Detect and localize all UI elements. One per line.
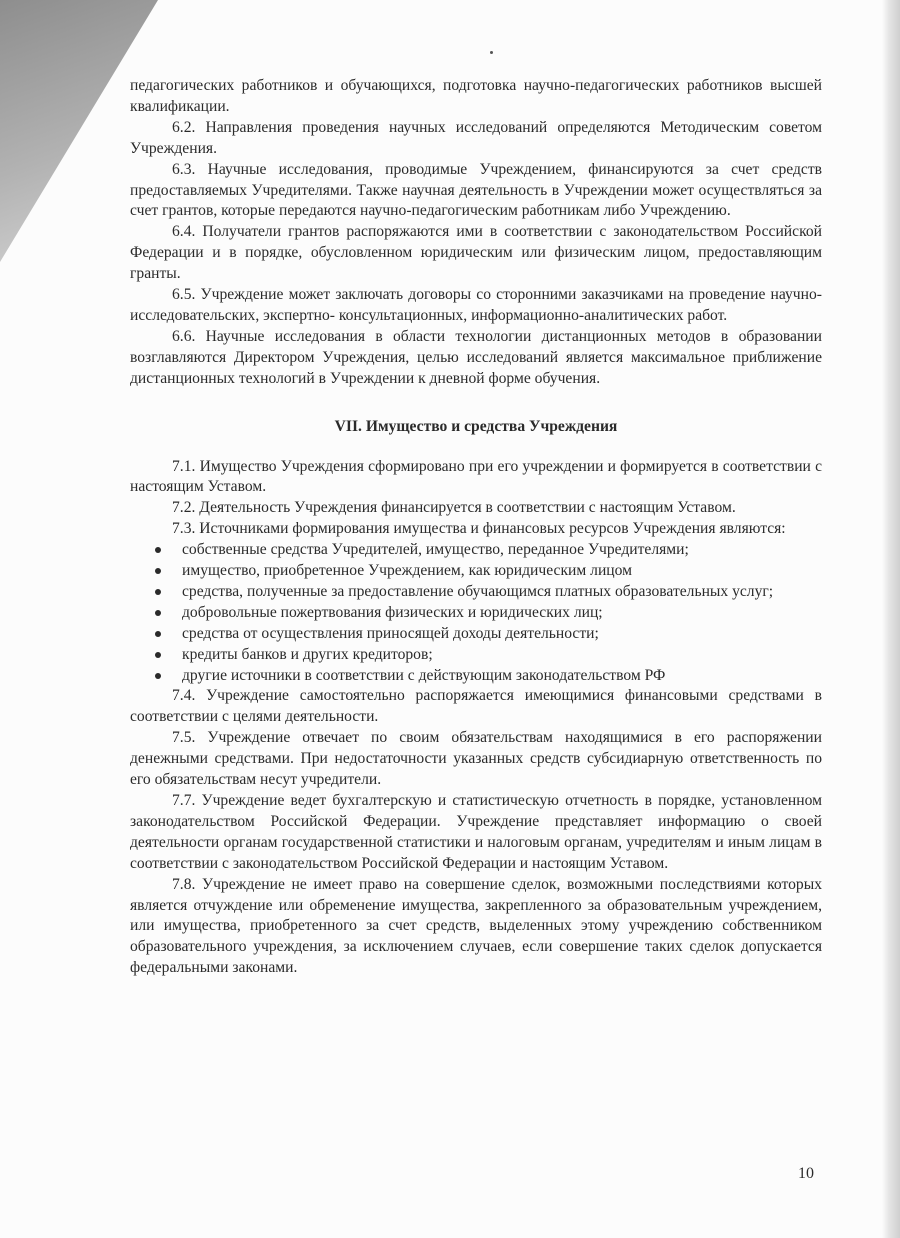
list-item [130, 582, 822, 603]
paragraph-continuation: педагогических работников и обучающихся, подготовка научно-педагогических работников высшей квалификации. [130, 77, 822, 115]
paragraph-7-8: 7.8. Учреждение не имеет право на совершение сделок, возможными последствиями которых является отчуждение или обременение имущества, закрепленного за образовательным учреждением, или имущества, приобретенного за счет средств, выделенных этому учреждению собственником образовательного учреждения, за исключением случаев, если совершение таких сделок допускается федеральными законами. [130, 875, 822, 977]
paragraph-7-5: 7.5. Учреждение отвечает по своим обязательствам находящимися в его распоряжении денежными средствами. При недостаточности указанных средств субсидиарную ответственность по его обязательствам несут учредители. [130, 729, 822, 789]
list-item [130, 540, 822, 561]
bullet-icon [155, 547, 161, 553]
list-item [130, 603, 822, 624]
list-item-text: имущество, приобретенное Учреждением, как юридическим лицом [182, 562, 632, 580]
list-item-text: собственные средства Учредителей, имущество, переданное Учредителями; [182, 541, 689, 559]
paragraph-7-7: 7.7. Учреждение ведет бухгалтерскую и статистическую отчетность в порядке, установленном законодательством Российской Федерации. Учреждение представляет информацию о своей деятельности органам государственной статистики и налоговым органам, учредителям и иным лицам в соответствии с законодательством Российской Федерации и настоящим Уставом. [130, 792, 822, 872]
paragraph-6-3: 6.3. Научные исследования, проводимые Учреждением, финансируются за счет средств предоставляемых Учредителями. Также научная деятельность в Учреждении может осуществляться за счет грантов, которые передаются научно-педагогическим работникам либо Учреждению. [130, 160, 822, 220]
list-item-text: другие источники в соответствии с действующим законодательством РФ [182, 666, 666, 684]
list-item-text: средства от осуществления приносящей доходы деятельности; [182, 624, 599, 642]
paragraph-7-4: 7.4. Учреждение самостоятельно распоряжается имеющимися финансовыми средствами в соответствии с целями деятельности. [130, 687, 822, 726]
document-body [130, 76, 822, 979]
bullet-icon [155, 568, 161, 574]
page-edge-shadow [882, 0, 900, 1238]
list-item [130, 561, 822, 582]
paragraph-6-2: 6.2. Направления проведения научных исследований определяются Методическим советом Учреждения. [130, 118, 822, 157]
bullet-icon [155, 610, 161, 616]
list-item [130, 624, 822, 645]
scan-speck [490, 51, 493, 54]
list-item [130, 645, 822, 666]
paragraph-7-3: 7.3. Источниками формирования имущества и финансовых ресурсов Учреждения являются: [172, 520, 786, 538]
list-item-text: кредиты банков и других кредиторов; [182, 645, 433, 663]
bullet-icon [155, 589, 161, 595]
list-item-text: средства, полученные за предоставление обучающимся платных образовательных услуг; [182, 582, 774, 600]
bullet-icon [155, 652, 161, 658]
bullet-icon [155, 673, 161, 679]
paragraph-7-1: 7.1. Имущество Учреждения сформировано при его учреждении и формируется в соответствии с настоящим Уставом. [130, 457, 822, 496]
bullet-icon [155, 631, 161, 637]
paragraph-6-5: 6.5. Учреждение может заключать договоры со сторонними заказчиками на проведение научно-исследовательских, экспертно- консультационных, информационно-аналитических работ. [130, 286, 822, 324]
section-heading: VII. Имущество и средства Учреждения [334, 417, 618, 435]
page-number: 10 [798, 1165, 814, 1182]
list-item-text: добровольные пожертвования физических и юридических лиц; [182, 603, 603, 621]
paragraph-6-6: 6.6. Научные исследования в области технологии дистанционных методов в образовании возглавляются Директором Учреждения, целью исследований является максимальное приближение дистанционных технологий в Учреждении к дневной форме обучения. [130, 327, 822, 387]
paragraph-6-4: 6.4. Получатели грантов распоряжаются ими в соответствии с законодательством Российской Федерации и в порядке, обусловленном юридическим или физическим лицом, предоставляющим гранты. [130, 223, 822, 283]
paragraph-7-2: 7.2. Деятельность Учреждения финансируется в соответствии с настоящим Уставом. [172, 499, 736, 517]
funding-sources-list [130, 540, 822, 686]
list-item [130, 666, 822, 687]
